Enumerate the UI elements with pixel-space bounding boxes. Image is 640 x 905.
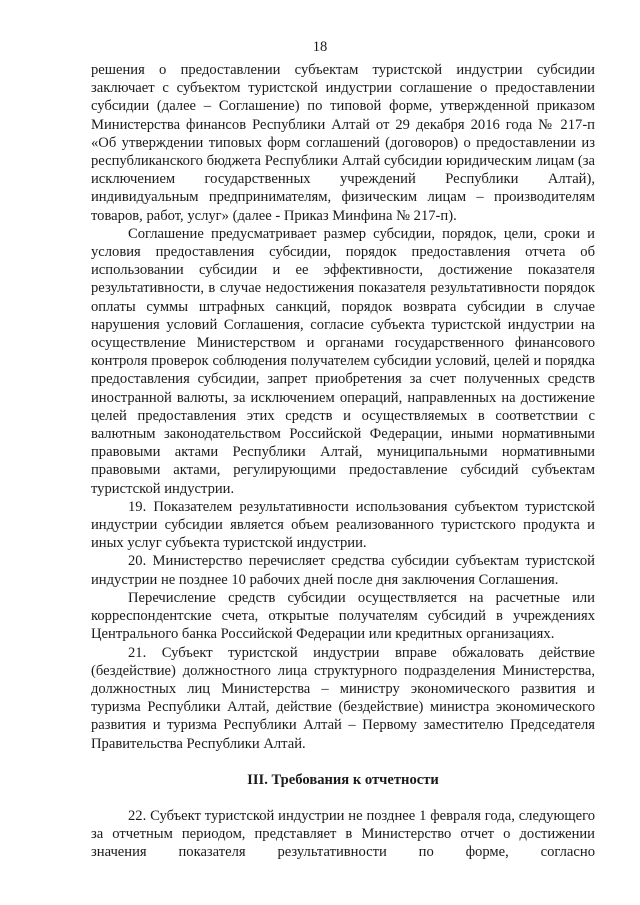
paragraph-transfer-accounts: Перечисление средств субсидии осуществляется на расчетные или корреспондентские счета, открытые получателям субсидий в учреждениях Центрального банка Российской Федерации или кредитных организациях. bbox=[91, 589, 595, 643]
paragraph-19: 19. Показателем результативности использования субъектом туристской индустрии субсидии является объем реализованного туристского продукта и иных услуг субъекта туристской индустрии. bbox=[91, 498, 595, 552]
paragraph-21: 21. Субъект туристской индустрии вправе обжаловать действие (бездействие) должностного лица структурного подразделения Министерства, должностных лиц Министерства – министру экономического развития и туризма Республики Алтай, действие (бездействие) министра экономического развития и туризма Республики Алтай – Первому заместителю Председателя Правительства Республики Алтай. bbox=[91, 644, 595, 752]
paragraph-subsidy-agreement: решения о предоставлении субъектам туристской индустрии субсидии заключает с субъектом туристской индустрии соглашение о предоставлении субсидии (далее – Соглашение) по типовой форме, утвержденной приказом Министерства финансов Республики Алтай от 29 декабря 2016 года № 217-п «Об утверждении типовых форм соглашений (договоров) о предоставлении из республиканского бюджета Республики Алтай субсидии юридическим лицам (за исключением государственных учреждений Республики Алтай), индивидуальным предпринимателям, физическим лицам – производителям товаров, работ, услуг» (далее - Приказ Минфина № 217-п). bbox=[91, 62, 595, 224]
document-body bbox=[91, 61, 595, 862]
paragraph-20: 20. Министерство перечисляет средства субсидии субъектам туристской индустрии не позднее 10 рабочих дней после дня заключения Соглашения. bbox=[91, 553, 595, 588]
section-heading: III. Требования к отчетности bbox=[247, 771, 439, 788]
paragraph-agreement-terms: Соглашение предусматривает размер субсидии, порядок, цели, сроки и условия предоставления субсидии, порядок предоставления отчета об использовании субсидии и ее эффективности, достижение показателя результативности, в случае недостижения показателя результативности порядок оплаты суммы штрафных санкций, порядок возврата субсидии в случае нарушения условий Соглашения, согласие субъекта туристской индустрии на осуществление Министерством и органами государственного финансового контроля проверок соблюдения получателем субсидии условий, целей и порядка предоставления субсидии, запрет приобретения за счет полученных средств иностранной валюты, за исключением операций, направленных на достижение целей предоставления этих средств и осуществляемых в соответствии с валютным законодательством Российской Федерации, иными нормативными правовыми актами Республики Алтай, муниципальными нормативными правовыми актами, регулирующими предоставление субсидий субъектам туристской индустрии. bbox=[91, 225, 595, 497]
paragraph-22: 22. Субъект туристской индустрии не позднее 1 февраля года, следующего за отчетным периодом, представляет в Министерство отчет о достижении значения показателя результативности по форме, согласно bbox=[91, 807, 595, 861]
page-number: 18 bbox=[312, 39, 328, 55]
